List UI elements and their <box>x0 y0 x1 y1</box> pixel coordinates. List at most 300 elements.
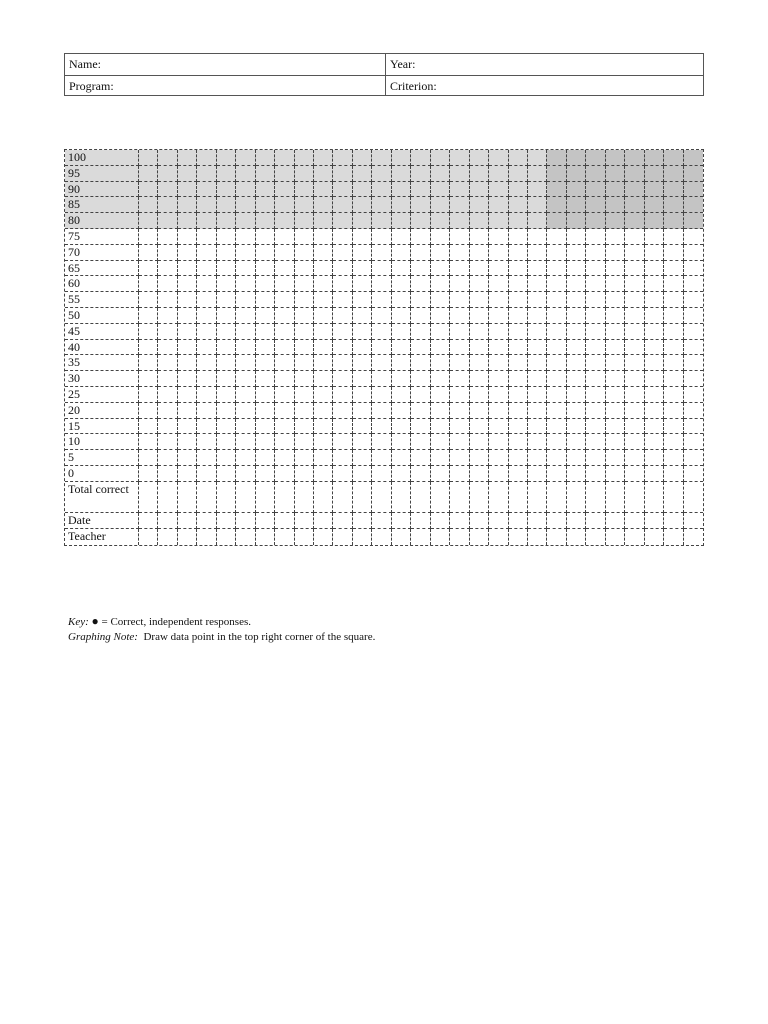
grid-cell[interactable] <box>333 324 352 340</box>
grid-cell[interactable] <box>606 529 625 545</box>
grid-cell[interactable] <box>353 292 372 308</box>
grid-cell[interactable] <box>684 166 703 182</box>
grid-cell[interactable] <box>664 276 683 292</box>
grid-cell[interactable] <box>528 197 547 213</box>
grid-cell[interactable] <box>236 245 255 261</box>
program-field[interactable] <box>65 75 385 95</box>
grid-cell[interactable] <box>158 197 177 213</box>
grid-cell[interactable] <box>275 276 294 292</box>
grid-cell[interactable] <box>197 166 216 182</box>
grid-cell[interactable] <box>431 245 450 261</box>
grid-cell[interactable] <box>411 419 430 435</box>
grid-cell[interactable] <box>411 482 430 514</box>
grid-cell[interactable] <box>178 229 197 245</box>
grid-cell[interactable] <box>684 419 703 435</box>
grid-cell[interactable] <box>197 450 216 466</box>
grid-cell[interactable] <box>470 324 489 340</box>
grid-cell[interactable] <box>236 403 255 419</box>
grid-cell[interactable] <box>295 245 314 261</box>
grid-cell[interactable] <box>431 150 450 166</box>
grid-cell[interactable] <box>684 450 703 466</box>
grid-cell[interactable] <box>547 308 566 324</box>
grid-cell[interactable] <box>431 229 450 245</box>
grid-cell[interactable] <box>450 261 469 277</box>
grid-cell[interactable] <box>606 371 625 387</box>
grid-cell[interactable] <box>178 150 197 166</box>
grid-cell[interactable] <box>217 403 236 419</box>
grid-cell[interactable] <box>411 150 430 166</box>
grid-cell[interactable] <box>645 261 664 277</box>
grid-cell[interactable] <box>139 197 158 213</box>
grid-cell[interactable] <box>353 166 372 182</box>
grid-cell[interactable] <box>392 229 411 245</box>
grid-cell[interactable] <box>450 308 469 324</box>
grid-cell[interactable] <box>684 403 703 419</box>
grid-cell[interactable] <box>314 245 333 261</box>
grid-cell[interactable] <box>586 150 605 166</box>
grid-cell[interactable] <box>431 434 450 450</box>
grid-cell[interactable] <box>567 182 586 198</box>
grid-cell[interactable] <box>236 197 255 213</box>
grid-cell[interactable] <box>645 340 664 356</box>
grid-cell[interactable] <box>256 292 275 308</box>
grid-cell[interactable] <box>217 150 236 166</box>
grid-cell[interactable] <box>314 403 333 419</box>
grid-cell[interactable] <box>625 182 644 198</box>
grid-cell[interactable] <box>645 150 664 166</box>
grid-cell[interactable] <box>158 387 177 403</box>
grid-cell[interactable] <box>664 355 683 371</box>
grid-cell[interactable] <box>606 308 625 324</box>
grid-cell[interactable] <box>684 229 703 245</box>
grid-cell[interactable] <box>411 355 430 371</box>
grid-cell[interactable] <box>158 482 177 514</box>
grid-cell[interactable] <box>353 419 372 435</box>
grid-cell[interactable] <box>217 261 236 277</box>
grid-cell[interactable] <box>547 355 566 371</box>
grid-cell[interactable] <box>684 529 703 545</box>
grid-cell[interactable] <box>139 371 158 387</box>
grid-cell[interactable] <box>295 213 314 229</box>
grid-cell[interactable] <box>625 482 644 514</box>
grid-cell[interactable] <box>567 340 586 356</box>
grid-cell[interactable] <box>645 466 664 482</box>
grid-cell[interactable] <box>645 308 664 324</box>
grid-cell[interactable] <box>256 355 275 371</box>
grid-cell[interactable] <box>178 482 197 514</box>
grid-cell[interactable] <box>392 387 411 403</box>
grid-cell[interactable] <box>178 340 197 356</box>
grid-cell[interactable] <box>528 182 547 198</box>
grid-cell[interactable] <box>158 403 177 419</box>
grid-cell[interactable] <box>139 213 158 229</box>
grid-cell[interactable] <box>158 450 177 466</box>
grid-cell[interactable] <box>528 529 547 545</box>
grid-cell[interactable] <box>158 150 177 166</box>
grid-cell[interactable] <box>178 355 197 371</box>
grid-cell[interactable] <box>547 150 566 166</box>
grid-cell[interactable] <box>450 513 469 529</box>
grid-cell[interactable] <box>178 166 197 182</box>
grid-cell[interactable] <box>431 387 450 403</box>
grid-cell[interactable] <box>353 245 372 261</box>
grid-cell[interactable] <box>567 229 586 245</box>
grid-cell[interactable] <box>625 529 644 545</box>
grid-cell[interactable] <box>158 371 177 387</box>
grid-cell[interactable] <box>509 513 528 529</box>
grid-cell[interactable] <box>586 308 605 324</box>
grid-cell[interactable] <box>450 482 469 514</box>
grid-cell[interactable] <box>586 419 605 435</box>
grid-cell[interactable] <box>236 150 255 166</box>
grid-cell[interactable] <box>489 182 508 198</box>
grid-cell[interactable] <box>528 340 547 356</box>
grid-cell[interactable] <box>158 245 177 261</box>
grid-cell[interactable] <box>567 466 586 482</box>
grid-cell[interactable] <box>625 276 644 292</box>
grid-cell[interactable] <box>547 213 566 229</box>
grid-cell[interactable] <box>392 529 411 545</box>
grid-cell[interactable] <box>353 529 372 545</box>
grid-cell[interactable] <box>470 434 489 450</box>
grid-cell[interactable] <box>645 182 664 198</box>
grid-cell[interactable] <box>295 261 314 277</box>
grid-cell[interactable] <box>197 340 216 356</box>
grid-cell[interactable] <box>606 450 625 466</box>
grid-cell[interactable] <box>333 419 352 435</box>
grid-cell[interactable] <box>236 308 255 324</box>
grid-cell[interactable] <box>333 150 352 166</box>
grid-cell[interactable] <box>158 434 177 450</box>
grid-cell[interactable] <box>217 292 236 308</box>
grid-cell[interactable] <box>139 166 158 182</box>
grid-cell[interactable] <box>139 513 158 529</box>
grid-cell[interactable] <box>139 261 158 277</box>
grid-cell[interactable] <box>236 261 255 277</box>
grid-cell[interactable] <box>509 213 528 229</box>
grid-cell[interactable] <box>236 387 255 403</box>
grid-cell[interactable] <box>606 276 625 292</box>
grid-cell[interactable] <box>392 450 411 466</box>
grid-cell[interactable] <box>139 182 158 198</box>
grid-cell[interactable] <box>372 340 391 356</box>
grid-cell[interactable] <box>392 261 411 277</box>
grid-cell[interactable] <box>528 245 547 261</box>
grid-cell[interactable] <box>411 434 430 450</box>
grid-cell[interactable] <box>295 150 314 166</box>
grid-cell[interactable] <box>431 166 450 182</box>
year-field[interactable] <box>385 54 703 75</box>
grid-cell[interactable] <box>625 355 644 371</box>
grid-cell[interactable] <box>489 213 508 229</box>
grid-cell[interactable] <box>684 276 703 292</box>
grid-cell[interactable] <box>314 213 333 229</box>
criterion-field[interactable] <box>385 75 703 95</box>
grid-cell[interactable] <box>236 292 255 308</box>
grid-cell[interactable] <box>372 434 391 450</box>
grid-cell[interactable] <box>450 229 469 245</box>
grid-cell[interactable] <box>392 403 411 419</box>
grid-cell[interactable] <box>178 529 197 545</box>
grid-cell[interactable] <box>158 466 177 482</box>
grid-cell[interactable] <box>372 387 391 403</box>
grid-cell[interactable] <box>664 482 683 514</box>
grid-cell[interactable] <box>489 466 508 482</box>
grid-cell[interactable] <box>295 229 314 245</box>
grid-cell[interactable] <box>586 276 605 292</box>
grid-cell[interactable] <box>333 340 352 356</box>
grid-cell[interactable] <box>236 419 255 435</box>
grid-cell[interactable] <box>664 245 683 261</box>
grid-cell[interactable] <box>236 482 255 514</box>
grid-cell[interactable] <box>392 166 411 182</box>
grid-cell[interactable] <box>450 434 469 450</box>
grid-cell[interactable] <box>295 197 314 213</box>
grid-cell[interactable] <box>217 213 236 229</box>
grid-cell[interactable] <box>139 434 158 450</box>
grid-cell[interactable] <box>431 213 450 229</box>
grid-cell[interactable] <box>275 292 294 308</box>
grid-cell[interactable] <box>567 355 586 371</box>
grid-cell[interactable] <box>295 324 314 340</box>
grid-cell[interactable] <box>392 355 411 371</box>
grid-cell[interactable] <box>178 419 197 435</box>
grid-cell[interactable] <box>586 324 605 340</box>
grid-cell[interactable] <box>509 466 528 482</box>
grid-cell[interactable] <box>197 292 216 308</box>
grid-cell[interactable] <box>606 513 625 529</box>
grid-cell[interactable] <box>372 166 391 182</box>
grid-cell[interactable] <box>158 324 177 340</box>
grid-cell[interactable] <box>625 308 644 324</box>
grid-cell[interactable] <box>431 261 450 277</box>
grid-cell[interactable] <box>509 276 528 292</box>
grid-cell[interactable] <box>158 261 177 277</box>
grid-cell[interactable] <box>372 182 391 198</box>
grid-cell[interactable] <box>256 434 275 450</box>
grid-cell[interactable] <box>392 308 411 324</box>
grid-cell[interactable] <box>158 229 177 245</box>
grid-cell[interactable] <box>645 371 664 387</box>
grid-cell[interactable] <box>470 292 489 308</box>
grid-cell[interactable] <box>567 419 586 435</box>
grid-cell[interactable] <box>256 371 275 387</box>
grid-cell[interactable] <box>333 466 352 482</box>
grid-cell[interactable] <box>178 434 197 450</box>
grid-cell[interactable] <box>450 529 469 545</box>
grid-cell[interactable] <box>295 182 314 198</box>
grid-cell[interactable] <box>139 482 158 514</box>
grid-cell[interactable] <box>509 166 528 182</box>
grid-cell[interactable] <box>158 213 177 229</box>
grid-cell[interactable] <box>314 292 333 308</box>
grid-cell[interactable] <box>411 245 430 261</box>
grid-cell[interactable] <box>178 261 197 277</box>
grid-cell[interactable] <box>295 276 314 292</box>
grid-cell[interactable] <box>392 245 411 261</box>
grid-cell[interactable] <box>275 419 294 435</box>
grid-cell[interactable] <box>353 466 372 482</box>
grid-cell[interactable] <box>353 276 372 292</box>
grid-cell[interactable] <box>684 466 703 482</box>
grid-cell[interactable] <box>256 308 275 324</box>
grid-cell[interactable] <box>586 197 605 213</box>
grid-cell[interactable] <box>392 371 411 387</box>
grid-cell[interactable] <box>684 197 703 213</box>
grid-cell[interactable] <box>333 513 352 529</box>
grid-cell[interactable] <box>217 529 236 545</box>
grid-cell[interactable] <box>197 482 216 514</box>
grid-cell[interactable] <box>547 245 566 261</box>
grid-cell[interactable] <box>314 434 333 450</box>
grid-cell[interactable] <box>333 403 352 419</box>
grid-cell[interactable] <box>684 371 703 387</box>
grid-cell[interactable] <box>256 324 275 340</box>
grid-cell[interactable] <box>470 403 489 419</box>
grid-cell[interactable] <box>139 245 158 261</box>
grid-cell[interactable] <box>625 245 644 261</box>
grid-cell[interactable] <box>178 450 197 466</box>
grid-cell[interactable] <box>217 371 236 387</box>
grid-cell[interactable] <box>625 166 644 182</box>
grid-cell[interactable] <box>664 324 683 340</box>
grid-cell[interactable] <box>333 229 352 245</box>
grid-cell[interactable] <box>372 213 391 229</box>
grid-cell[interactable] <box>314 276 333 292</box>
grid-cell[interactable] <box>411 403 430 419</box>
grid-cell[interactable] <box>684 292 703 308</box>
grid-cell[interactable] <box>256 482 275 514</box>
grid-cell[interactable] <box>547 403 566 419</box>
grid-cell[interactable] <box>431 371 450 387</box>
grid-cell[interactable] <box>411 229 430 245</box>
grid-cell[interactable] <box>333 450 352 466</box>
grid-cell[interactable] <box>392 419 411 435</box>
grid-cell[interactable] <box>509 529 528 545</box>
grid-cell[interactable] <box>664 292 683 308</box>
grid-cell[interactable] <box>295 450 314 466</box>
grid-cell[interactable] <box>547 197 566 213</box>
grid-cell[interactable] <box>353 513 372 529</box>
grid-cell[interactable] <box>372 261 391 277</box>
grid-cell[interactable] <box>197 229 216 245</box>
grid-cell[interactable] <box>333 276 352 292</box>
grid-cell[interactable] <box>392 292 411 308</box>
grid-cell[interactable] <box>567 403 586 419</box>
grid-cell[interactable] <box>684 340 703 356</box>
grid-cell[interactable] <box>197 513 216 529</box>
grid-cell[interactable] <box>256 150 275 166</box>
grid-cell[interactable] <box>236 434 255 450</box>
grid-cell[interactable] <box>489 529 508 545</box>
grid-cell[interactable] <box>586 403 605 419</box>
grid-cell[interactable] <box>158 308 177 324</box>
grid-cell[interactable] <box>314 466 333 482</box>
name-field[interactable] <box>65 54 385 75</box>
grid-cell[interactable] <box>256 419 275 435</box>
grid-cell[interactable] <box>528 371 547 387</box>
grid-cell[interactable] <box>353 308 372 324</box>
grid-cell[interactable] <box>664 529 683 545</box>
grid-cell[interactable] <box>450 403 469 419</box>
grid-cell[interactable] <box>275 482 294 514</box>
grid-cell[interactable] <box>236 276 255 292</box>
grid-cell[interactable] <box>528 419 547 435</box>
grid-cell[interactable] <box>411 166 430 182</box>
grid-cell[interactable] <box>586 387 605 403</box>
grid-cell[interactable] <box>470 529 489 545</box>
grid-cell[interactable] <box>625 387 644 403</box>
grid-cell[interactable] <box>178 292 197 308</box>
grid-cell[interactable] <box>275 434 294 450</box>
grid-cell[interactable] <box>431 276 450 292</box>
grid-cell[interactable] <box>664 387 683 403</box>
grid-cell[interactable] <box>664 403 683 419</box>
grid-cell[interactable] <box>275 403 294 419</box>
grid-cell[interactable] <box>139 308 158 324</box>
grid-cell[interactable] <box>372 150 391 166</box>
grid-cell[interactable] <box>178 371 197 387</box>
grid-cell[interactable] <box>139 340 158 356</box>
grid-cell[interactable] <box>606 292 625 308</box>
grid-cell[interactable] <box>645 482 664 514</box>
grid-cell[interactable] <box>489 324 508 340</box>
grid-cell[interactable] <box>528 213 547 229</box>
grid-cell[interactable] <box>197 245 216 261</box>
grid-cell[interactable] <box>664 371 683 387</box>
grid-cell[interactable] <box>625 513 644 529</box>
grid-cell[interactable] <box>586 166 605 182</box>
grid-cell[interactable] <box>450 419 469 435</box>
grid-cell[interactable] <box>236 229 255 245</box>
grid-cell[interactable] <box>197 213 216 229</box>
grid-cell[interactable] <box>606 197 625 213</box>
grid-cell[interactable] <box>411 276 430 292</box>
grid-cell[interactable] <box>314 482 333 514</box>
grid-cell[interactable] <box>684 387 703 403</box>
grid-cell[interactable] <box>625 261 644 277</box>
grid-cell[interactable] <box>606 150 625 166</box>
grid-cell[interactable] <box>197 419 216 435</box>
grid-cell[interactable] <box>411 324 430 340</box>
grid-cell[interactable] <box>295 403 314 419</box>
grid-cell[interactable] <box>489 371 508 387</box>
grid-cell[interactable] <box>256 213 275 229</box>
grid-cell[interactable] <box>217 182 236 198</box>
grid-cell[interactable] <box>509 229 528 245</box>
grid-cell[interactable] <box>489 482 508 514</box>
grid-cell[interactable] <box>586 482 605 514</box>
grid-cell[interactable] <box>431 419 450 435</box>
grid-cell[interactable] <box>625 450 644 466</box>
grid-cell[interactable] <box>217 450 236 466</box>
grid-cell[interactable] <box>314 150 333 166</box>
grid-cell[interactable] <box>528 434 547 450</box>
grid-cell[interactable] <box>470 229 489 245</box>
grid-cell[interactable] <box>197 276 216 292</box>
grid-cell[interactable] <box>256 466 275 482</box>
grid-cell[interactable] <box>664 213 683 229</box>
grid-cell[interactable] <box>664 229 683 245</box>
grid-cell[interactable] <box>314 387 333 403</box>
grid-cell[interactable] <box>450 150 469 166</box>
grid-cell[interactable] <box>139 276 158 292</box>
grid-cell[interactable] <box>645 213 664 229</box>
grid-cell[interactable] <box>256 513 275 529</box>
grid-cell[interactable] <box>392 182 411 198</box>
grid-cell[interactable] <box>509 371 528 387</box>
grid-cell[interactable] <box>450 213 469 229</box>
